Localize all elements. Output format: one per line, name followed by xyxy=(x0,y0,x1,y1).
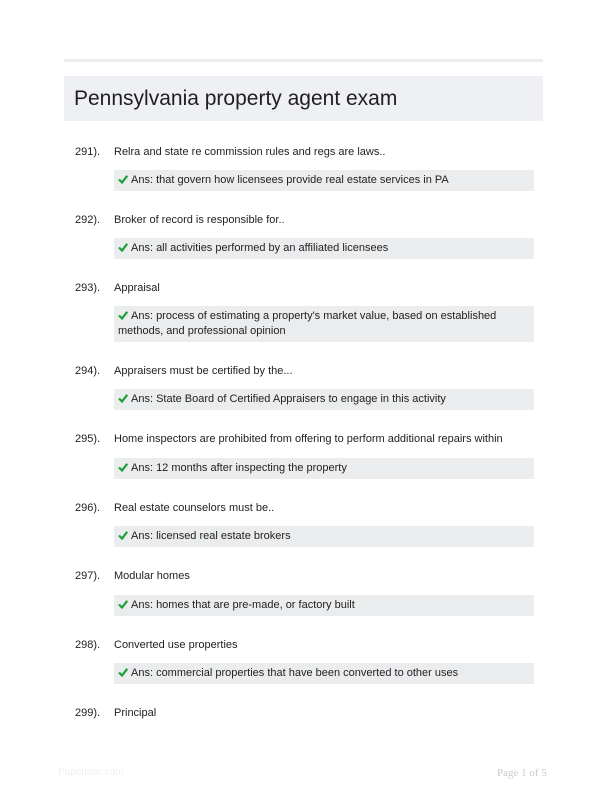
question-text: Principal xyxy=(114,707,157,719)
answer-text: Ans: process of estimating a property's market value, based on established methods, and professional opinion xyxy=(118,310,497,337)
answer-text: Ans: commercial properties that have been converted to other uses xyxy=(131,667,459,679)
question-number: 291). xyxy=(75,146,101,158)
question-text: Relra and state re commission rules and regs are laws.. xyxy=(114,146,386,158)
question-number: 298). xyxy=(75,639,101,651)
answer-box xyxy=(114,389,534,410)
answer-text: Ans: State Board of Certified Appraisers to engage in this activity xyxy=(131,393,446,405)
title-box xyxy=(64,76,543,121)
question-number: 297). xyxy=(75,570,101,582)
question-number: 296). xyxy=(75,502,101,514)
question-text: Modular homes xyxy=(114,570,190,582)
footer-watermark: Paperlibic.com xyxy=(58,767,124,778)
check-icon xyxy=(118,310,128,320)
answer-text: Ans: 12 months after inspecting the property xyxy=(131,462,347,474)
question-number: 293). xyxy=(75,282,101,294)
answer-text: Ans: licensed real estate brokers xyxy=(131,530,291,542)
page-title: Pennsylvania property agent exam xyxy=(74,86,398,110)
answer-text: Ans: homes that are pre-made, or factory built xyxy=(131,599,355,611)
answer-text: Ans: that govern how licensees provide real estate services in PA xyxy=(131,174,449,186)
question-text: Real estate counselors must be.. xyxy=(114,502,275,514)
answer-box xyxy=(114,458,534,479)
question-number: 295). xyxy=(75,433,101,445)
question-text: Home inspectors are prohibited from offering to perform additional repairs within xyxy=(114,433,503,445)
question-number: 292). xyxy=(75,214,101,226)
check-icon xyxy=(118,174,128,184)
page-number: Page 1 of 5 xyxy=(497,767,547,779)
question-text: Broker of record is responsible for.. xyxy=(114,214,285,226)
answer-box xyxy=(114,526,534,547)
answer-box xyxy=(114,238,534,259)
question-text: Appraisal xyxy=(114,282,160,294)
question-text: Appraisers must be certified by the... xyxy=(114,365,293,377)
check-icon xyxy=(118,462,128,472)
answer-text: Ans: all activities performed by an affiliated licensees xyxy=(131,242,389,254)
question-number: 299). xyxy=(75,707,101,719)
answer-box xyxy=(114,170,534,191)
answer-box xyxy=(114,595,534,616)
answer-box xyxy=(114,306,534,342)
question-text: Converted use properties xyxy=(114,639,238,651)
answer-box xyxy=(114,663,534,684)
check-icon xyxy=(118,393,128,403)
check-icon xyxy=(118,667,128,677)
top-rule xyxy=(64,59,543,62)
check-icon xyxy=(118,242,128,252)
question-number: 294). xyxy=(75,365,101,377)
check-icon xyxy=(118,530,128,540)
check-icon xyxy=(118,599,128,609)
